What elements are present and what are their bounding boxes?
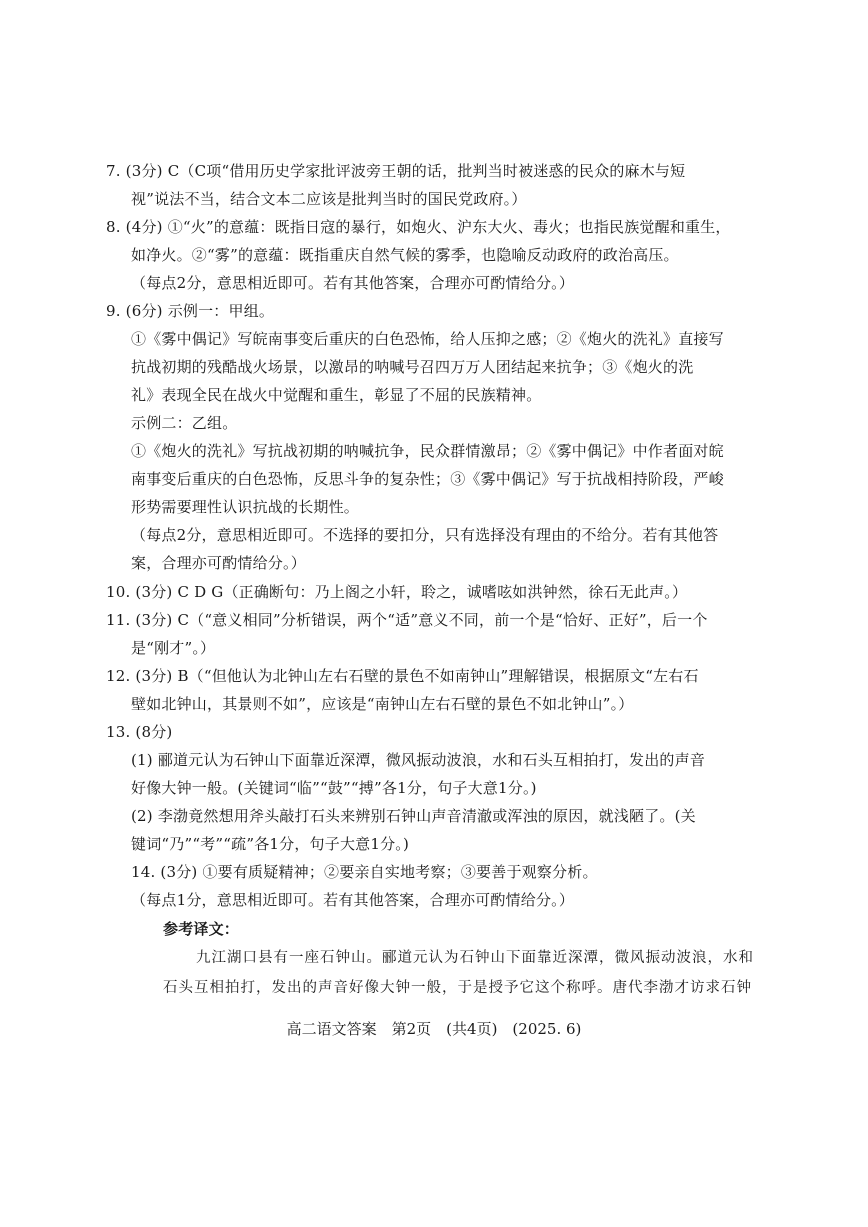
answer-14: 14. (3分) ①要有质疑精神；②要亲自实地考察；③要善于观察分析。 xyxy=(131,863,598,881)
answer-11-line-2: 是“刚才”。） xyxy=(131,639,216,657)
answer-9-note-2: 案，合理亦可酌情给分。） xyxy=(131,554,306,572)
answer-11-line-1: 11. (3分) C（“意义相同”分析错误，两个“适”意义不同，前一个是“恰好、正好”，后一个 xyxy=(106,611,708,629)
answer-12-line-1: 12. (3分) B（“但他认为北钟山左右石壁的景色不如南钟山”理解错误，根据原文“左右石 xyxy=(106,667,699,685)
answer-9-note-1: （每点2分，意思相近即可。不选择的要扣分，只有选择没有理由的不给分。若有其他答 xyxy=(131,526,719,544)
answer-13-part-2-line-2: 键词“乃”“考”“疏”各1分，句子大意1分。) xyxy=(131,835,410,853)
answer-10: 10. (3分) C D G（正确断句：乃上阁之小轩，聆之，诚嗜呟如洪钟然，徐石无此声。） xyxy=(106,583,688,601)
answer-8-note: （每点2分，意思相近即可。若有其他答案，合理亦可酌情给分。） xyxy=(131,274,575,292)
answer-8-line-2: 如净火。②“雾”的意蕴：既指重庆自然气候的雾季，也隐喻反动政府的政治高压。 xyxy=(131,246,679,264)
translation-line-1: 九江湖口县有一座石钟山。郦道元认为石钟山下面靠近深潭，微风振动波浪，水和 xyxy=(196,950,754,966)
answer-9-line-3: 抗战初期的残酷战火场景，以激昂的呐喊号召四万万人团结起来抗争；③《炮火的洗 xyxy=(131,358,694,376)
answer-13-part-1-line-2: 好像大钟一般。(关键词“临”“鼓”“搏”各1分，句子大意1分。) xyxy=(131,779,537,797)
answer-9-line-4: 礼》表现全民在战火中觉醒和重生，彰显了不屈的民族精神。 xyxy=(131,386,542,404)
answer-13-part-1-line-1: (1) 郦道元认为石钟山下面靠近深潭，微风振动波浪，水和石头互相拍打，发出的声音 xyxy=(131,751,706,769)
answer-9-line-7: 南事变后重庆的白色恐怖，反思斗争的复杂性；③《雾中偶记》写于抗战相持阶段，严峻 xyxy=(131,470,724,488)
answer-12-line-2: 壁如北钟山，其景则不如”，应该是“南钟山左右石壁的景色不如北钟山”。） xyxy=(131,695,634,713)
answer-7-line-1: 7. (3分) C（C项“借用历史学家批评波旁王朝的话，批判当时被迷惑的民众的麻木与短 xyxy=(106,162,686,180)
answer-9-line-5: 示例二：乙组。 xyxy=(131,414,238,432)
answer-13-part-2-line-1: (2) 李渤竟然想用斧头敲打石头来辨别石钟山声音清澈或浑浊的原因，就浅陋了。(关 xyxy=(131,807,696,825)
answer-13-heading: 13. (8分) xyxy=(106,723,173,741)
answer-14-note: （每点1分，意思相近即可。若有其他答案，合理亦可酌情给分。） xyxy=(131,891,575,909)
page-footer: 高二语文答案 第2页 (共4页) (2025. 6) xyxy=(286,1020,582,1038)
answer-7-line-2: 视”说法不当，结合文本二应该是批判当时的国民党政府。） xyxy=(131,190,527,208)
translation-line-2: 石头互相拍打，发出的声音好像大钟一般，于是授予它这个称呼。唐代李渤才访求石钟 xyxy=(163,980,752,996)
reference-translation-heading: 参考译文： xyxy=(163,920,240,938)
answer-8-line-1: 8. (4分) ①“火”的意蕴：既指日寇的暴行，如炮火、沪东大火、毒火；也指民族觉醒和重生， xyxy=(106,218,731,236)
answer-9-line-1: 9. (6分) 示例一：甲组。 xyxy=(106,302,275,320)
answer-9-line-6: ①《炮火的洗礼》写抗战初期的呐喊抗争，民众群情激昂；②《雾中偶记》中作者面对皖 xyxy=(131,442,724,460)
answer-9-line-2: ①《雾中偶记》写皖南事变后重庆的白色恐怖，给人压抑之感；②《炮火的洗礼》直接写 xyxy=(131,330,724,348)
answer-9-line-8: 形势需要理性认识抗战的长期性。 xyxy=(131,498,360,516)
